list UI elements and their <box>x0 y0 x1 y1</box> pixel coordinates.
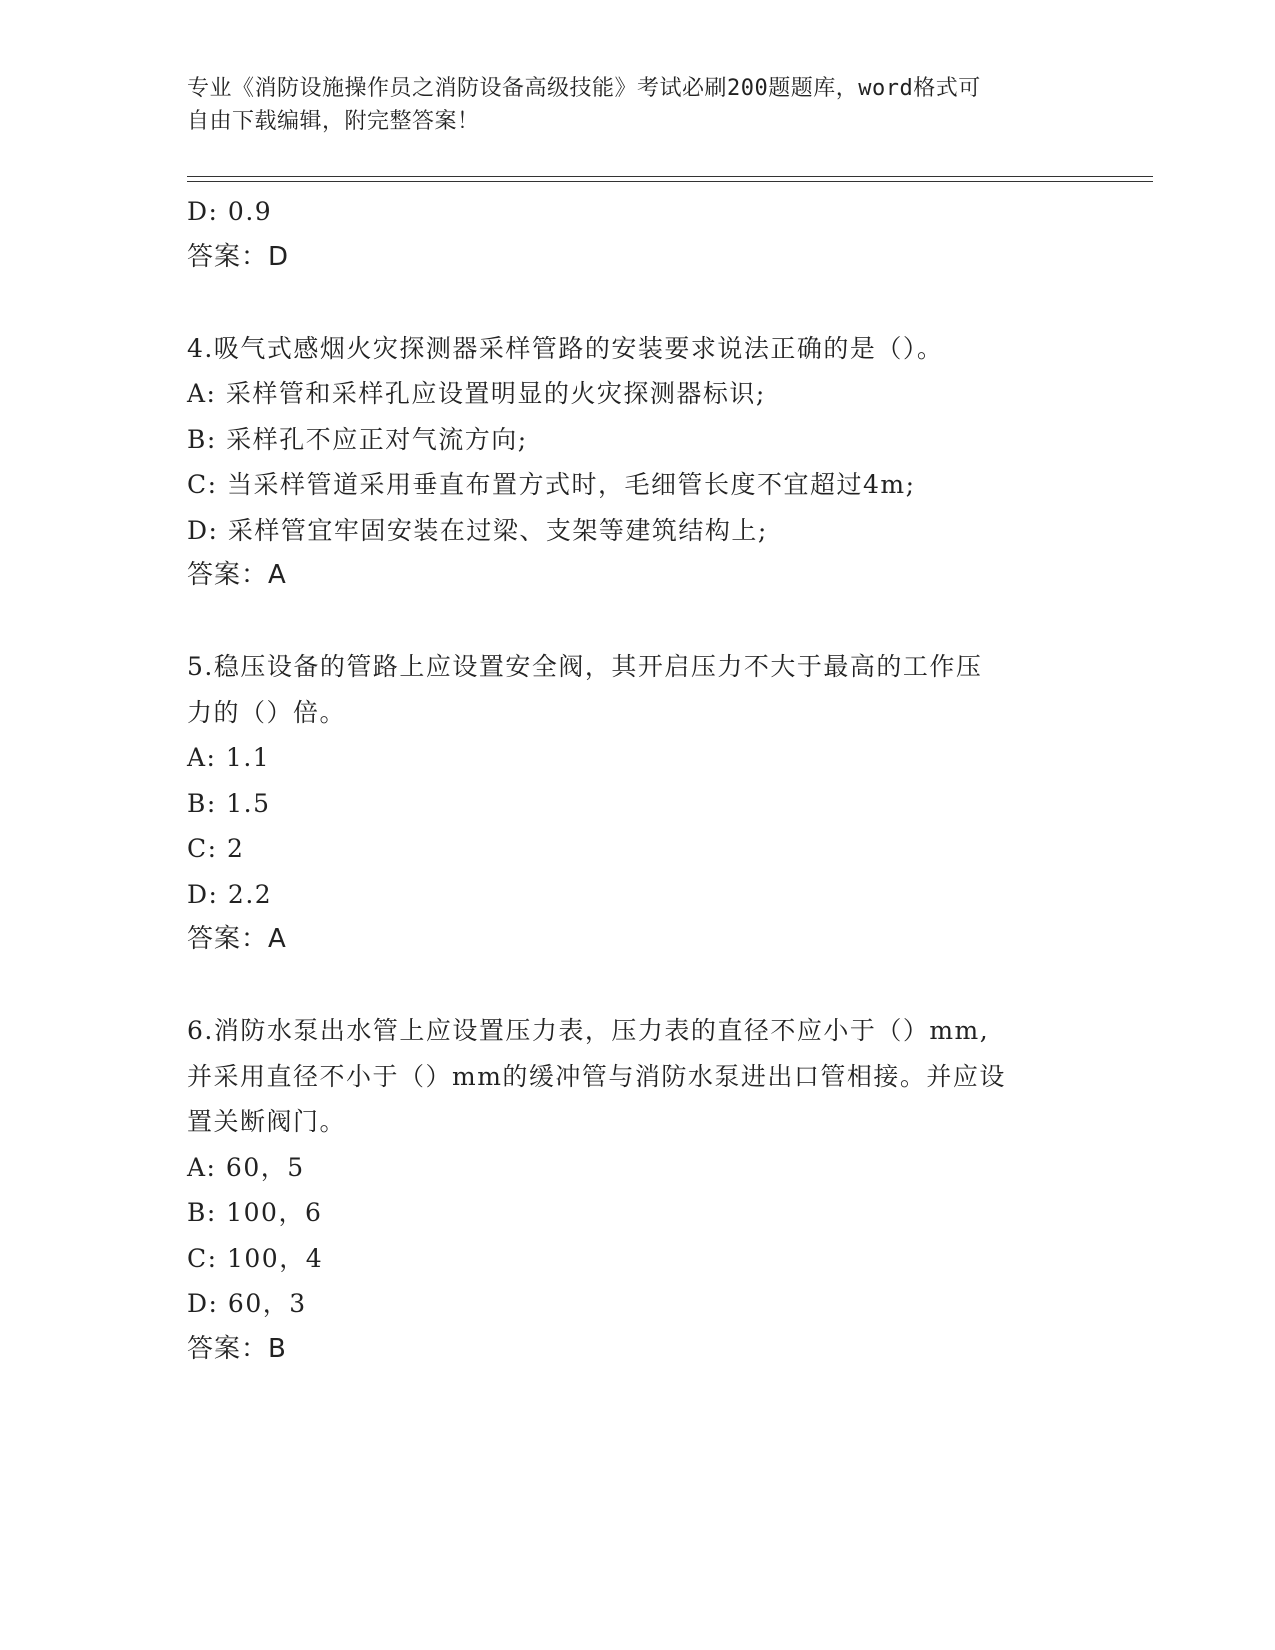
spacer <box>187 280 1087 326</box>
option-c: C: 2 <box>187 834 245 863</box>
option-a: A: 采样管和采样孔应设置明显的火灾探测器标识; <box>187 379 766 408</box>
question-5 <box>187 644 1087 963</box>
answer: 答案：B <box>187 1333 287 1364</box>
question-4 <box>187 326 1087 599</box>
option-c: C: 当采样管道采用垂直布置方式时，毛细管长度不宜超过4m; <box>187 470 916 499</box>
header-divider-top <box>187 176 1153 177</box>
answer: 答案：A <box>187 924 287 954</box>
header-divider-bottom <box>187 181 1153 182</box>
option-d: D: 0.9 <box>187 197 273 226</box>
option-c: C: 100，4 <box>187 1243 324 1273</box>
header-line-2: 自由下载编辑，附完整答案！ <box>187 109 480 134</box>
header-line-1: 专业《消防设施操作员之消防设备高级技能》考试必刷200题题库，word格式可 <box>187 76 981 101</box>
document-header <box>187 72 1067 138</box>
option-a: A: 60，5 <box>187 1152 305 1182</box>
option-d: D: 60，3 <box>187 1289 307 1318</box>
question-stem: 并采用直径不小于（）mm的缓冲管与消防水泵进出口管相接。并应设 <box>187 1061 1006 1091</box>
question-stem: 置关断阀门。 <box>187 1107 347 1136</box>
spacer <box>187 963 1087 1009</box>
option-b: B: 100，6 <box>187 1198 323 1227</box>
question-stem: 4.吸气式感烟火灾探测器采样管路的安装要求说法正确的是（）。 <box>187 333 944 363</box>
question-stem: 6.消防水泵出水管上应设置压力表，压力表的直径不应小于（）mm, <box>187 1016 990 1045</box>
document-body <box>187 189 1087 1372</box>
question-stem: 力的（）倍。 <box>187 697 347 727</box>
question-stem: 5.稳压设备的管路上应设置安全阀，其开启压力不大于最高的工作压 <box>187 652 983 681</box>
option-d: D: 2.2 <box>187 879 273 909</box>
answer: 答案：D <box>187 241 290 272</box>
option-b: B: 1.5 <box>187 788 271 818</box>
option-d: D: 采样管宜牢固安装在过梁、支架等建筑结构上; <box>187 515 768 545</box>
option-b: B: 采样孔不应正对气流方向; <box>187 424 528 454</box>
question-6 <box>187 1008 1087 1372</box>
option-a: A: 1.1 <box>187 743 271 772</box>
spacer <box>187 599 1087 645</box>
question-3-fragment <box>187 189 1087 280</box>
answer: 答案：A <box>187 560 287 590</box>
